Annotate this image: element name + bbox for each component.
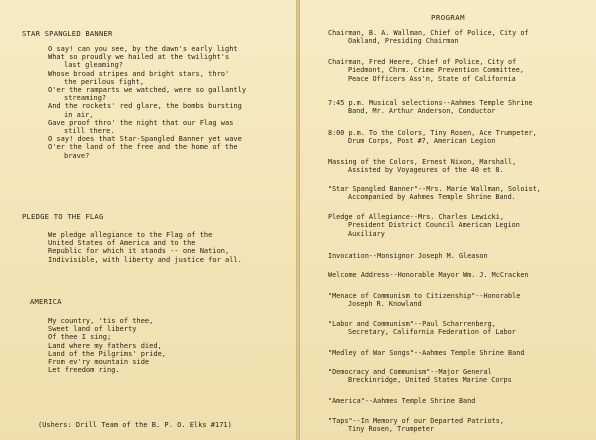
entry-line: Auxiliary [348, 229, 385, 238]
entry-line: Tiny Rosen, Trumpeter [348, 425, 434, 434]
lyric-line: What so proudly we hailed at the twilight's [48, 53, 230, 62]
entry-line: Pledge of Allegiance--Mrs. Charles Lewicki, [328, 213, 504, 221]
lyric-line: Land of the Pilgrims' pride, [48, 349, 167, 358]
program-entry [328, 99, 533, 116]
right-page [300, 0, 596, 440]
lyric-line: O say! can you see, by the dawn's early light [48, 45, 238, 53]
program-entry [328, 252, 488, 260]
lyric-line: last gleaming? [64, 61, 124, 70]
entry-line: President District Council American Legion [348, 221, 520, 230]
entry-line: 8:00 p.m. To the Colors, Tiny Rosen, Ace Trumpeter, [328, 129, 537, 137]
lyric-line: Whose broad stripes and bright stars, thro' [48, 69, 230, 78]
entry-line: Breckinridge, United States Marine Corps [348, 376, 512, 385]
entry-line: Accompanied by Aahmes Temple Shrine Band. [348, 193, 516, 202]
entry-line: Chairman, Fred Heere, Chief of Police, City of [328, 58, 517, 66]
pledge-title: PLEDGE TO THE FLAG [22, 212, 104, 221]
entry-line: Oakland, Presiding Chairman [348, 37, 459, 46]
entry-line: "Labor and Communism"--Paul Scharrenberg, [328, 320, 496, 328]
lyric-line: Of thee I sing; [48, 333, 112, 342]
entry-line: Invocation--Monsignor Joseph M. Gleason [328, 252, 488, 260]
entry-line: Joseph R. Knowland [348, 300, 422, 309]
pledge-line: United States of America and to the [48, 239, 196, 248]
entry-line: Massing of the Colors, Ernest Nixon, Marshall, [328, 158, 517, 166]
entry-line: Peace Officers Ass'n, State of California [348, 74, 516, 83]
program-entry [328, 397, 475, 405]
lyric-line: O'er the land of the free and the home of the [48, 143, 238, 152]
lyric-line: Sweet land of liberty [48, 325, 137, 334]
program-entry [328, 129, 537, 146]
program-entry [328, 417, 504, 434]
lyric-line: Let freedom ring. [48, 366, 120, 375]
program-entry [328, 158, 516, 175]
entry-line: Secretary, California Federation of Labor [348, 328, 516, 337]
program-entry [328, 58, 524, 83]
anthem-lyrics [48, 45, 246, 160]
pledge-text [48, 231, 242, 264]
entry-line: Welcome Address--Honorable Mayor Wm. J. McCracken [328, 271, 529, 279]
lyric-line: O say! does that Star-Spangled Banner yet wave [48, 135, 242, 144]
lyric-line: the perilous fight, [64, 77, 145, 86]
entry-line: "Democracy and Communism"--Major General [328, 368, 492, 376]
lyric-line: streaming? [64, 94, 107, 103]
entry-line: Chairman, B. A. Wallman, Chief of Police, City of [328, 29, 529, 37]
entry-line: "Menace of Communism to Citizenship"--Honorable [328, 292, 521, 300]
program-entry [328, 320, 516, 337]
program-entry [328, 29, 529, 46]
entry-line: Piedmont, Chrm. Crime Prevention Committee, [348, 66, 524, 75]
program-entry [328, 292, 520, 309]
program-entry [328, 185, 541, 202]
program-entry [328, 349, 524, 357]
lyric-line: brave? [64, 151, 90, 160]
lyric-line: in air, [64, 110, 94, 119]
entry-line: "Star Spangled Banner"--Mrs. Marie Wallman, Soloist, [328, 185, 541, 193]
entry-line: "Taps"--In Memory of our Departed Patriots, [328, 417, 504, 425]
america-title: AMERICA [30, 297, 62, 306]
pledge-line: We pledge allegiance to the Flag of the [48, 231, 213, 239]
entry-line: 7:45 p.m. Musical selections--Aahmes Temple Shrine [328, 99, 533, 107]
lyric-line: Gave proof thro' the night that our Flag was [48, 118, 234, 127]
program-title: PROGRAM [431, 13, 465, 22]
ushers-note: (Ushers: Drill Team of the B. P. O. Elks #171) [38, 421, 232, 429]
pledge-line: Indivisible, with liberty and justice for all. [48, 255, 242, 264]
lyric-line: still there. [64, 127, 115, 136]
left-page [0, 0, 296, 440]
program-entry [328, 368, 512, 385]
lyric-line: O'er the ramparts we watched, were so gallantly [48, 86, 247, 95]
entry-line: Drum Corps, Post #7, American Legion [348, 137, 496, 146]
entry-line: "America"--Aahmes Temple Shrine Band [328, 397, 476, 405]
entry-line: "Medley of War Songs"--Aahmes Temple Shrine Band [328, 349, 525, 357]
program-entry [328, 271, 529, 279]
pledge-line: Republic for which it stands -- one Nation, [48, 247, 230, 256]
entry-line: Band, Mr. Arthur Anderson, Conductor [348, 107, 496, 116]
anthem-title: STAR SPANGLED BANNER [22, 29, 113, 38]
lyric-line: From ev'ry mountain side [48, 358, 150, 367]
america-lyrics [48, 317, 166, 374]
lyric-line: And the rockets' red glare, the bombs bursting [48, 102, 242, 111]
program-entry [328, 213, 520, 238]
entry-line: Assisted by Voyageures of the 40 et 8. [348, 166, 504, 175]
lyric-line: Land where my fathers died, [48, 341, 162, 350]
lyric-line: My country, 'tis of thee, [48, 317, 154, 325]
